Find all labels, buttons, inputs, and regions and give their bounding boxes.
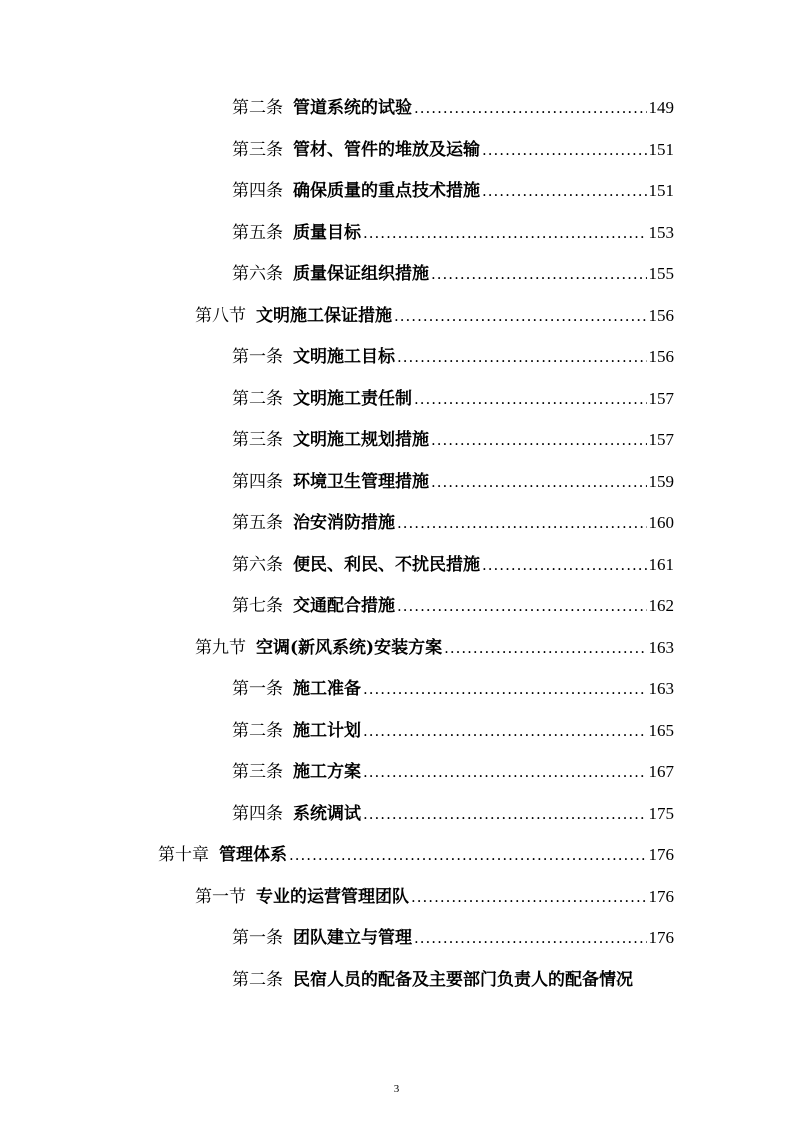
toc-entry-page: 151 bbox=[648, 140, 674, 159]
toc-entry-leader bbox=[482, 177, 647, 205]
toc-entry-number: 第一条 bbox=[232, 679, 283, 699]
toc-entry-leader bbox=[397, 509, 647, 537]
toc-entry-title: 系统调试 bbox=[293, 804, 361, 824]
toc-entry-leader bbox=[431, 426, 647, 454]
toc-entry-page: 159 bbox=[648, 472, 674, 491]
toc-entry[interactable] bbox=[232, 426, 674, 454]
toc-entry-leader bbox=[414, 924, 647, 952]
toc-entry[interactable] bbox=[232, 509, 674, 537]
toc-entry-page: 151 bbox=[648, 181, 674, 200]
toc-entry-title: 空调(新风系统)安装方案 bbox=[256, 638, 443, 658]
toc-entry[interactable] bbox=[232, 924, 674, 952]
toc-entry-number: 第三条 bbox=[232, 140, 283, 160]
toc-entry-title: 施工准备 bbox=[293, 679, 361, 699]
toc-entry[interactable] bbox=[232, 94, 674, 122]
toc-entry-leader bbox=[397, 343, 647, 371]
toc-entry-number: 第五条 bbox=[232, 223, 283, 243]
toc-entry-page: 157 bbox=[648, 430, 674, 449]
toc-entry-title: 文明施工保证措施 bbox=[256, 306, 392, 326]
toc-entry-title: 团队建立与管理 bbox=[293, 928, 412, 948]
toc-entry-number: 第二条 bbox=[232, 970, 283, 990]
toc-entry-leader bbox=[482, 551, 647, 579]
toc-entry-page: 156 bbox=[648, 347, 674, 366]
toc-entry[interactable] bbox=[232, 260, 674, 288]
toc-entry-page: 149 bbox=[648, 98, 674, 117]
toc-entry-leader bbox=[411, 883, 647, 911]
toc-entry-number: 第七条 bbox=[232, 596, 283, 616]
toc-entry-number: 第二条 bbox=[232, 721, 283, 741]
toc-entry[interactable] bbox=[232, 551, 674, 579]
toc-entry-page: 165 bbox=[648, 721, 674, 740]
toc-entry-number: 第四条 bbox=[232, 472, 283, 492]
toc-entry-number: 第五条 bbox=[232, 513, 283, 533]
toc-entry-number: 第四条 bbox=[232, 181, 283, 201]
toc-entry[interactable] bbox=[195, 634, 674, 662]
toc-entry[interactable] bbox=[195, 302, 674, 330]
toc-entry-title: 管道系统的试验 bbox=[293, 98, 412, 118]
toc-entry-page: 175 bbox=[648, 804, 674, 823]
toc-entry-leader bbox=[431, 260, 647, 288]
toc-entry-number: 第八节 bbox=[195, 306, 246, 326]
toc-entry-page: 155 bbox=[648, 264, 674, 283]
toc-entry-number: 第三条 bbox=[232, 762, 283, 782]
toc-entry-page: 176 bbox=[648, 887, 674, 906]
toc-entry-page: 162 bbox=[648, 596, 674, 615]
toc-entry-page: 163 bbox=[648, 679, 674, 698]
toc-entry-number: 第二条 bbox=[232, 98, 283, 118]
toc-entry-leader bbox=[482, 136, 647, 164]
toc-entry[interactable] bbox=[232, 468, 674, 496]
toc-entry-number: 第六条 bbox=[232, 264, 283, 284]
toc-entry-title: 施工方案 bbox=[293, 762, 361, 782]
toc-entry[interactable] bbox=[232, 177, 674, 205]
toc-entry-title: 文明施工目标 bbox=[293, 347, 395, 367]
toc-entry[interactable] bbox=[158, 841, 674, 869]
toc-entry-number: 第四条 bbox=[232, 804, 283, 824]
toc-entry[interactable] bbox=[232, 758, 674, 786]
toc-entry-number: 第二条 bbox=[232, 389, 283, 409]
toc-entry-leader bbox=[444, 634, 646, 662]
toc-entry[interactable] bbox=[195, 883, 674, 911]
toc-entry-title: 民宿人员的配备及主要部门负责人的配备情况 bbox=[293, 970, 633, 990]
toc-entry-leader bbox=[363, 717, 647, 745]
toc-entry-title: 确保质量的重点技术措施 bbox=[293, 181, 480, 201]
toc-entry-page: 156 bbox=[648, 306, 674, 325]
toc-entry-title: 文明施工规划措施 bbox=[293, 430, 429, 450]
toc-entry-page: 157 bbox=[648, 389, 674, 408]
toc-entry-leader bbox=[289, 841, 647, 869]
toc-entry-leader bbox=[363, 219, 647, 247]
toc-entry-leader bbox=[363, 800, 647, 828]
toc-entry-page: 160 bbox=[648, 513, 674, 532]
toc-entry-number: 第三条 bbox=[232, 430, 283, 450]
toc-entry[interactable] bbox=[232, 717, 674, 745]
toc-entry-title: 治安消防措施 bbox=[293, 513, 395, 533]
toc-entry-leader bbox=[397, 592, 647, 620]
toc-entry-title: 施工计划 bbox=[293, 721, 361, 741]
toc-entry-page: 176 bbox=[648, 928, 674, 947]
toc-entry-title: 管理体系 bbox=[219, 845, 287, 865]
toc-entry-title: 交通配合措施 bbox=[293, 596, 395, 616]
toc-entry-page: 153 bbox=[648, 223, 674, 242]
toc-entry-number: 第一节 bbox=[195, 887, 246, 907]
toc-entry[interactable] bbox=[232, 592, 674, 620]
toc-entry-page: 161 bbox=[648, 555, 674, 574]
toc-entry-title: 质量目标 bbox=[293, 223, 361, 243]
toc-entry-number: 第九节 bbox=[195, 638, 246, 658]
toc-entry-leader bbox=[394, 302, 647, 330]
toc-entry[interactable] bbox=[232, 219, 674, 247]
toc-entry-leader bbox=[363, 675, 647, 703]
toc-entry-leader bbox=[363, 758, 647, 786]
toc-entry-leader bbox=[431, 468, 647, 496]
toc-entry-number: 第六条 bbox=[232, 555, 283, 575]
toc-entry-title: 专业的运营管理团队 bbox=[256, 887, 409, 907]
toc-entry-number: 第一条 bbox=[232, 928, 283, 948]
toc-entry[interactable] bbox=[232, 675, 674, 703]
toc-entry-page: 176 bbox=[648, 845, 674, 864]
toc-entry-leader bbox=[414, 94, 647, 122]
toc-entry-title: 便民、利民、不扰民措施 bbox=[293, 555, 480, 575]
toc-entry-title: 文明施工责任制 bbox=[293, 389, 412, 409]
toc-entry[interactable] bbox=[232, 385, 674, 413]
toc-entry-page: 163 bbox=[648, 638, 674, 657]
toc-entry-leader bbox=[414, 385, 647, 413]
toc-entry-page: 167 bbox=[648, 762, 674, 781]
page-number: 3 bbox=[393, 1083, 400, 1095]
toc-entry[interactable] bbox=[232, 343, 674, 371]
toc-entry[interactable] bbox=[232, 800, 674, 828]
toc-entry[interactable] bbox=[232, 136, 674, 164]
toc-entry[interactable] bbox=[232, 966, 674, 994]
toc-entry-title: 环境卫生管理措施 bbox=[293, 472, 429, 492]
toc-entry-title: 质量保证组织措施 bbox=[293, 264, 429, 284]
toc-entry-number: 第一条 bbox=[232, 347, 283, 367]
toc-entry-title: 管材、管件的堆放及运输 bbox=[293, 140, 480, 160]
toc-entry-number: 第十章 bbox=[158, 845, 209, 865]
